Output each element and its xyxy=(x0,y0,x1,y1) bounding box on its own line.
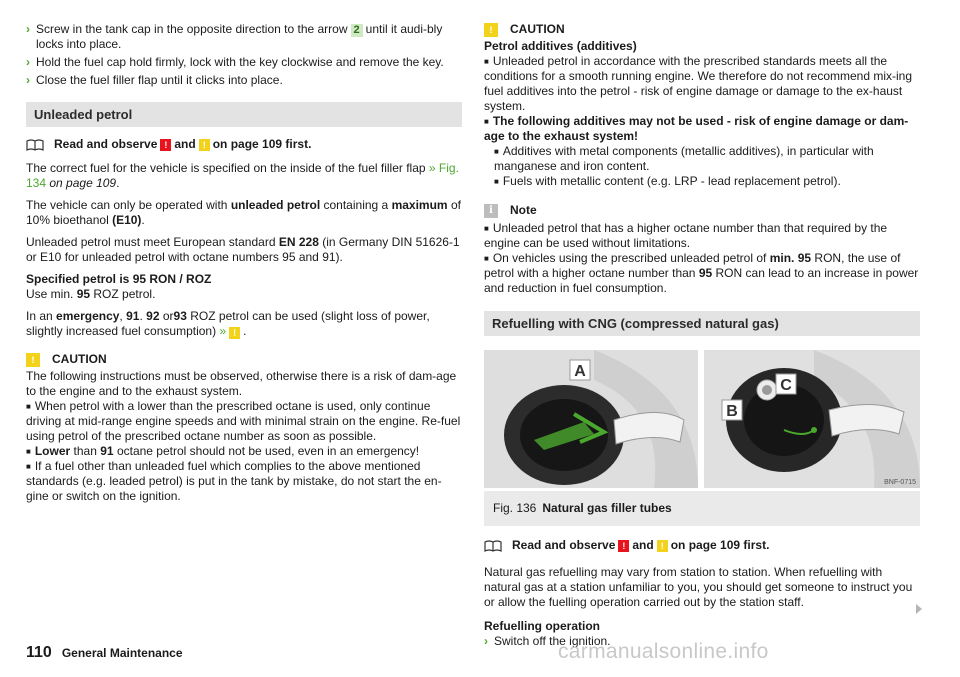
warning-red-icon[interactable]: ! xyxy=(618,540,629,552)
warning-yellow-icon[interactable]: ! xyxy=(199,139,210,151)
warning-red-icon[interactable]: ! xyxy=(160,139,171,151)
label-c: C xyxy=(780,377,792,394)
continue-arrow-icon xyxy=(916,604,922,614)
paragraph-fuel-spec: The correct fuel for the vehicle is specified on the inside of the fuel filler flap » Fig. 134 on page 109. xyxy=(26,161,459,190)
book-icon xyxy=(484,540,502,552)
paragraph-specified-petrol: Specified petrol is 95 RON / ROZ Use min. 95 ROZ petrol. xyxy=(26,272,212,301)
watermark: carmanualsonline.info xyxy=(558,640,769,663)
caution-box-right: ! CAUTION Petrol additives (additives) ■ Unleaded petrol in accordance with the prescribed standards meets all the conditions for a smooth running engine. We therefore do not recommend mix-ing fuel additives into the petrol - risk of engine damage or damage to the ex-haust system. ■ The following additives may not be used - risk of engine damage or dam-age to the exhaust system! ■ Additives with metal components (metallic additives), in particular with manganese and iron content. ■ Fuels with metallic content (e.g. LRP - lead replacement petrol). xyxy=(484,22,920,189)
refuelling-operation-title: Refuelling operation xyxy=(484,619,601,633)
read-and-observe: Read and observe ! and ! on page 109 first. xyxy=(26,137,462,152)
step-switch-off: › Switch off the ignition. xyxy=(484,634,611,648)
paragraph-en228: Unleaded petrol must meet European standard EN 228 (in Germany DIN 51626-1 or E10 for unleaded petrol with octane numbers 95 and 91). xyxy=(26,235,460,264)
page-footer xyxy=(26,645,183,661)
chevron-right-icon: › xyxy=(26,73,30,87)
figure-gas-filler xyxy=(484,350,920,488)
right-column xyxy=(484,22,920,649)
warning-yellow-icon: ! xyxy=(484,23,498,37)
page-number: 110 xyxy=(26,644,52,661)
section-title-cng: Refuelling with CNG (compressed natural gas) xyxy=(484,311,920,336)
step-screw-cap: › Screw in the tank cap in the opposite direction to the arrow 2 until it audi-bly locks into place. xyxy=(26,22,443,51)
figure-caption: Fig. 136 Natural gas filler tubes xyxy=(484,491,920,526)
step-hold-cap: › Hold the fuel cap hold firmly, lock with the key clockwise and remove the key. xyxy=(26,55,444,69)
chapter-title: General Maintenance xyxy=(61,646,183,660)
warning-yellow-icon[interactable]: ! xyxy=(657,540,668,552)
caution-link[interactable]: » xyxy=(219,324,227,338)
caution-box-left: ! CAUTION The following instructions must be observed, otherwise there is a risk of dam-age to the engine and to the exhaust system. ■ When petrol with a lower than the prescribed octane is used, only continue driving at mid-range engine speeds and with minimal strain on the engine. Re-fuel using petrol of the prescribed octane number as soon as possible. ■ Lower than 91 octane petrol should not be used, even in an emergency! ■ If a fuel other than unleaded fuel which complies to the above mentioned standards (e.g. leaded petrol) is put in the tank by mistake, do not start the en-gine or switch on the ignition. xyxy=(26,352,462,504)
paragraph-cng: Natural gas refuelling may vary from station to station. When refuelling with natural gas at a station unfamiliar to you, you should get someone to instruct you or allow the fuelling operation carried out by the station staff. xyxy=(484,565,913,609)
label-b: B xyxy=(726,403,738,420)
step-close-flap: › Close the fuel filler flap until it clicks into place. xyxy=(26,73,283,87)
gas-filler-illustration xyxy=(484,350,920,488)
figure-code: BNF-0715 xyxy=(884,479,916,486)
chevron-right-icon: › xyxy=(26,22,30,36)
figure-ref-badge[interactable]: 2 xyxy=(351,24,363,37)
warning-yellow-icon[interactable]: ! xyxy=(229,327,240,339)
info-icon: i xyxy=(484,204,498,218)
warning-yellow-icon: ! xyxy=(26,353,40,367)
note-box: i Note ■ Unleaded petrol that has a higher octane number than that required by the engine can be used without limitations. ■ On vehicles using the prescribed unleaded petrol of min. 95 RON, the use of petrol with a higher octane number than 95 RON can lead to an increase in power and reduction in fuel consumption. xyxy=(484,203,920,296)
book-icon xyxy=(26,139,44,151)
chevron-right-icon: › xyxy=(26,55,30,69)
fig-134-link[interactable]: » Fig. 134 xyxy=(26,161,459,190)
left-column xyxy=(26,22,462,504)
read-and-observe-right: Read and observe ! and ! on page 109 first. xyxy=(484,538,920,553)
paragraph-unleaded: The vehicle can only be operated with unleaded petrol containing a maximum of 10% bioethanol (E10). xyxy=(26,198,461,227)
label-a: A xyxy=(574,363,586,380)
paragraph-emergency: In an emergency, 91. 92 or93 ROZ petrol can be used (slight loss of power, slightly increased fuel consumption) » ! . xyxy=(26,309,430,338)
left-panel-illustration xyxy=(484,350,698,488)
section-title-unleaded: Unleaded petrol xyxy=(26,102,462,127)
chevron-right-icon: › xyxy=(484,634,488,648)
